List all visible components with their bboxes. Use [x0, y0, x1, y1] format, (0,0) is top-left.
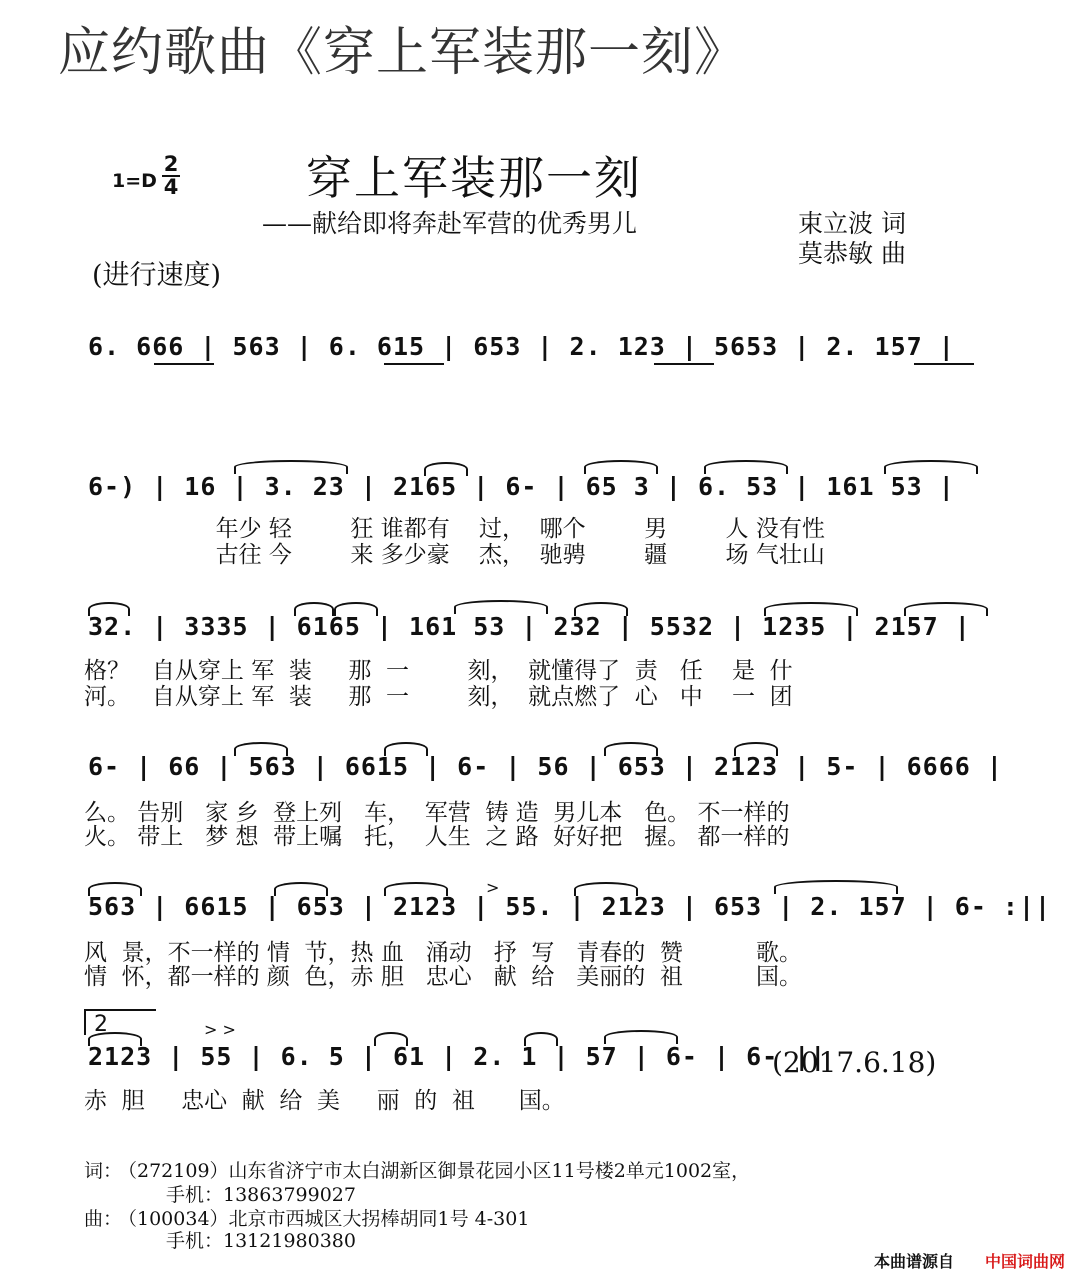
slur	[88, 882, 142, 896]
key-signature: 1=D	[112, 170, 157, 192]
beam	[384, 363, 444, 365]
notation-line: 6-) | 16 | 3. 23 | 2165 | 6- | 65 3 | 6. 53 | 161 53 |	[88, 472, 955, 501]
slur	[234, 742, 288, 756]
slur	[734, 742, 778, 756]
slur	[88, 602, 130, 616]
footer-source-text: 本曲谱源自	[874, 1252, 955, 1271]
notation-line: 563 | 6615 | 653 | 2123 | 55. | 2123 | 653 | 2. 157 | 6- :||	[88, 892, 1052, 921]
lyric-verse-2: 情 怀，都一样的 颜 色，赤 胆 忠心 献 给 美丽的 祖 国。	[84, 964, 803, 990]
slur	[524, 1032, 558, 1046]
tempo-marking: (进行速度)	[92, 260, 222, 291]
notation-line: 2123 | 55 | 6. 5 | 61 | 2. 1 | 57 | 6- | 6- ||	[88, 1042, 827, 1071]
slur	[374, 1032, 408, 1046]
time-signature	[162, 154, 180, 198]
slur	[574, 882, 638, 896]
composition-date: (2017.6.18)	[772, 1046, 937, 1079]
composer-address: （100034）北京市西城区大拐棒胡同1号 4-301	[118, 1208, 530, 1230]
score-row	[84, 1042, 827, 1074]
score-row	[84, 752, 1004, 784]
slur	[604, 1030, 678, 1044]
score-row	[84, 332, 1004, 364]
footer-site-link[interactable]: 中国词曲网	[985, 1252, 1066, 1271]
volta-number: 2	[94, 1012, 108, 1037]
notation-line: 32. | 3335 | 6165 | 161 53 | 232 | 5532 | 1235 | 2157 |	[88, 612, 971, 641]
lyricist-label: 词：	[84, 1160, 123, 1182]
slur	[904, 602, 988, 616]
slur	[764, 602, 858, 616]
lyric-verse-2: 古往 今 来 多少豪 杰， 驰骋 疆 场 气壮山	[84, 542, 825, 568]
score-row	[84, 472, 1004, 504]
slur	[384, 882, 448, 896]
notation-line: 6. 666 | 563 | 6. 615 | 653 | 2. 123 | 5653 | 2. 157 |	[88, 332, 955, 361]
slur	[424, 462, 468, 476]
song-title: 穿上军装那一刻	[306, 151, 642, 205]
lyric-verse-2: 火。 带上 梦 想 带上嘱 托， 人生 之 路 好好把 握。 都一样的	[84, 824, 790, 850]
slur	[384, 742, 428, 756]
lyric-verse-1: 么。 告别 家 乡 登上列 车， 军营 铸 造 男儿本 色。 不一样的	[84, 800, 790, 826]
slur	[884, 460, 978, 474]
time-bottom: 4	[163, 175, 179, 199]
accent-mark: >	[486, 878, 500, 897]
score-row	[84, 892, 1052, 924]
lyricist-address: （272109）山东省济宁市太白湖新区御景花园小区11号楼2单元1002室，	[118, 1160, 751, 1182]
notation-line: 6- | 66 | 563 | 6615 | 6- | 56 | 653 | 2123 | 5- | 6666 |	[88, 752, 1003, 781]
lyric-coda: 赤 胆 忠心 献 给 美 丽 的 祖 国。	[84, 1088, 565, 1114]
slur	[704, 460, 788, 474]
lyric-verse-1: 年少 轻 狂 谁都有 过， 哪个 男 人 没有性	[84, 516, 825, 542]
beam	[654, 363, 714, 365]
page-heading: 应约歌曲《穿上军装那一刻》	[58, 23, 748, 83]
lyric-verse-1: 格？ 自从穿上 军 装 那 一 刻， 就懂得了 责 任 是 什	[84, 658, 793, 684]
song-subtitle: ——献给即将奔赴军营的优秀男儿	[262, 209, 638, 238]
slur	[294, 602, 334, 616]
composer-credit: 莫恭敏 曲	[798, 239, 906, 268]
beam	[914, 363, 974, 365]
slur	[574, 602, 628, 616]
composer-phone: 手机：13121980380	[166, 1230, 356, 1252]
lyric-verse-1: 风 景，不一样的 情 节，热 血 涌动 抒 写 青春的 赞 歌。	[84, 940, 803, 966]
score-row	[84, 612, 1004, 644]
slur	[454, 600, 548, 614]
slur	[234, 460, 348, 474]
slur	[584, 460, 658, 474]
time-top: 2	[163, 152, 179, 176]
lyric-verse-2: 河。 自从穿上 军 装 那 一 刻， 就点燃了 心 中 一 团	[84, 684, 793, 710]
slur	[604, 742, 658, 756]
slur	[334, 602, 378, 616]
slur	[274, 882, 328, 896]
slur	[774, 880, 898, 894]
composer-label: 曲：	[84, 1208, 123, 1230]
accent-mark: > >	[204, 1020, 236, 1039]
lyricist-phone: 手机：13863799027	[166, 1184, 356, 1206]
slur	[88, 1032, 142, 1046]
beam	[154, 363, 214, 365]
lyricist-credit: 束立波 词	[798, 209, 906, 238]
